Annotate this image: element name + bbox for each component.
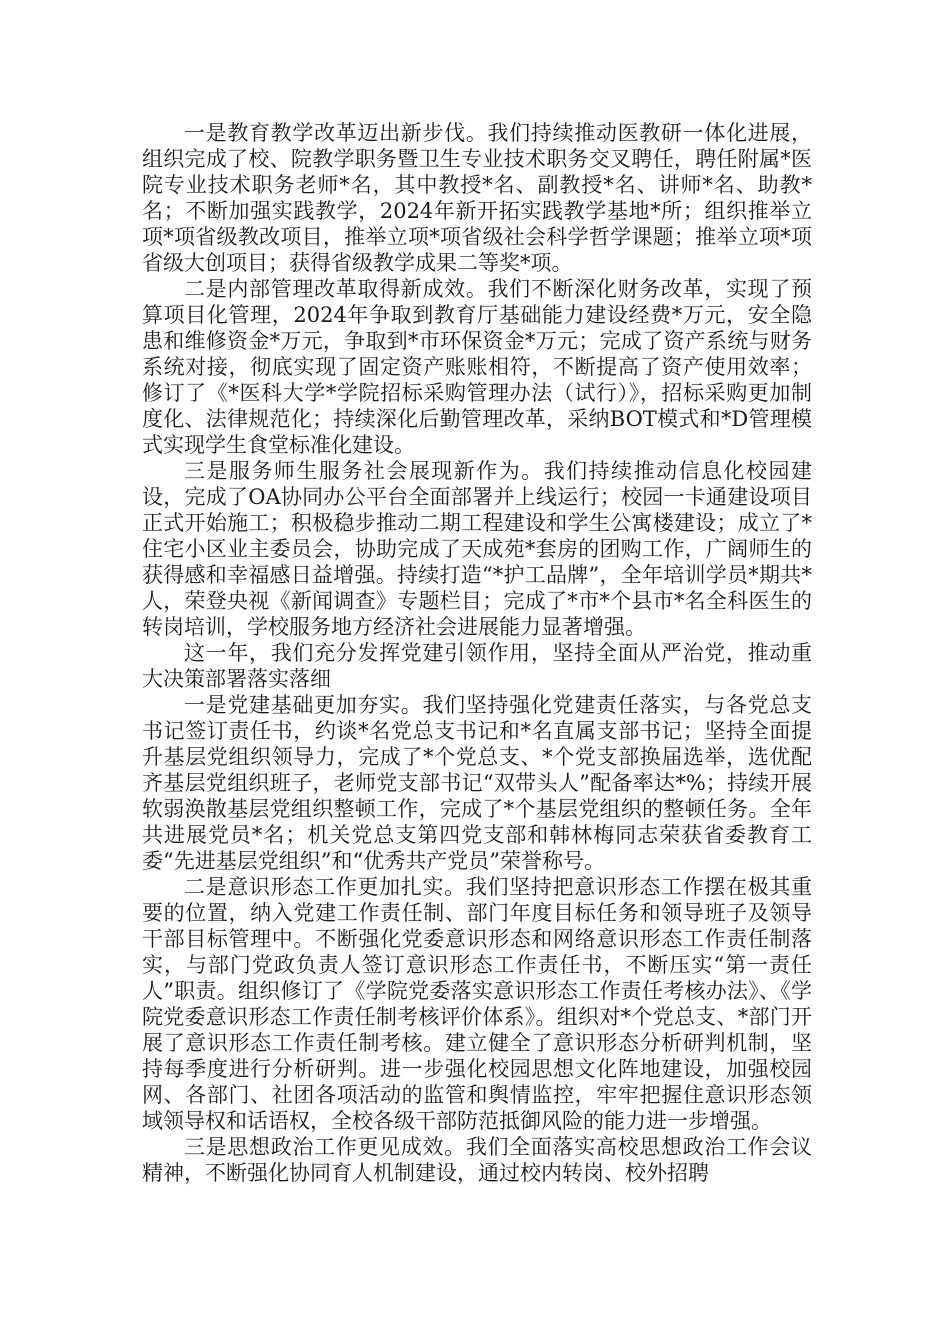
document-body (142, 120, 812, 1186)
paragraph-party-building-intro: 这一年，我们充分发挥党建引领作用，坚持全面从严治党，推动重大决策部署落实落细 (142, 641, 812, 691)
paragraph-political-work: 三是思想政治工作更见成效。我们全面落实高校思想政治工作会议精神，不断强化协同育人机制建设，通过校内转岗、校外招聘 (142, 1135, 812, 1185)
paragraph-teaching-reform: 一是教育教学改革迈出新步伐。我们持续推动医教研一体化进展，组织完成了校、院教学职务暨卫生专业技术职务交叉聘任，聘任附属*医院专业技术职务老师*名，其中教授*名、副教授*名、讲师*名、助教*名；不断加强实践教学，2024年新开拓实践教学基地*所；组织推举立项*项省级教改项目，推举立项*项省级社会科学哲学课题；推举立项*项省级大创项目；获得省级教学成果二等奖*项。 (142, 121, 812, 275)
paragraph-party-foundation: 一是党建基础更加夯实。我们坚持强化党建责任落实，与各党总支书记签订责任书，约谈*名党总支书记和*名直属支部书记；坚持全面提升基层党组织领导力，完成了*个党总支、*个党支部换届选举，选优配齐基层党组织班子，老师党支部书记“双带头人”配备率达*%；持续开展软弱涣散基层党组织整顿工作，完成了*个基层党组织的整顿任务。全年共进展党员*名；机关党总支第四党支部和韩林梅同志荣获省委教育工委“先进基层党组织”和“优秀共产党员”荣誉称号。 (142, 693, 812, 873)
paragraph-service-society: 三是服务师生服务社会展现新作为。我们持续推动信息化校园建设，完成了OA协同办公平台全面部署并上线运行；校园一卡通建设项目正式开始施工；积极稳步推动二期工程建设和学生公寓楼建设；成立了*住宅小区业主委员会，协助完成了天成苑*套房的团购工作，广阔师生的获得感和幸福感日益增强。持续打造“*护工品牌”，全年培训学员*期共*人，荣登央视《新闻调查》专题栏目；完成了*市*个县市*名全科医生的转岗培训，学校服务地方经济社会进展能力显著增强。 (142, 459, 812, 639)
paragraph-internal-management-reform: 二是内部管理改革取得新成效。我们不断深化财务改革，实现了预算项目化管理，2024年争取到教育厅基础能力建设经费*万元，安全隐患和维修资金*万元，争取到*市环保资金*万元；完成了资产系统与财务系统对接，彻底实现了固定资产账账相符，不断提高了资产使用效率；修订了《*医科大学*学院招标采购管理办法（试行）》，招标采购更加制度化、法律规范化；持续深化后勤管理改革，采纳BOT模式和*D管理模式实现学生食堂标准化建设。 (142, 277, 812, 457)
paragraph-ideology-work: 二是意识形态工作更加扎实。我们坚持把意识形态工作摆在极其重要的位置，纳入党建工作责任制、部门年度目标任务和领导班子及领导干部目标管理中。不断强化党委意识形态和网络意识形态工作责任制落实，与部门党政负责人签订意识形态工作责任书，不断压实“第一责任人”职责。组织修订了《学院党委落实意识形态工作责任考核办法》、《学院党委意识形态工作责任制考核评价体系》。组织对*个党总支、*部门开展了意识形态工作责任制考核。建立健全了意识形态分析研判机制，坚持每季度进行分析研判。进一步强化校园思想文化阵地建设，加强校园网、各部门、社团各项活动的监管和舆情监控，牢牢把握住意识形态领域领导权和话语权，全校各级干部防范抵御风险的能力进一步增强。 (142, 875, 812, 1133)
